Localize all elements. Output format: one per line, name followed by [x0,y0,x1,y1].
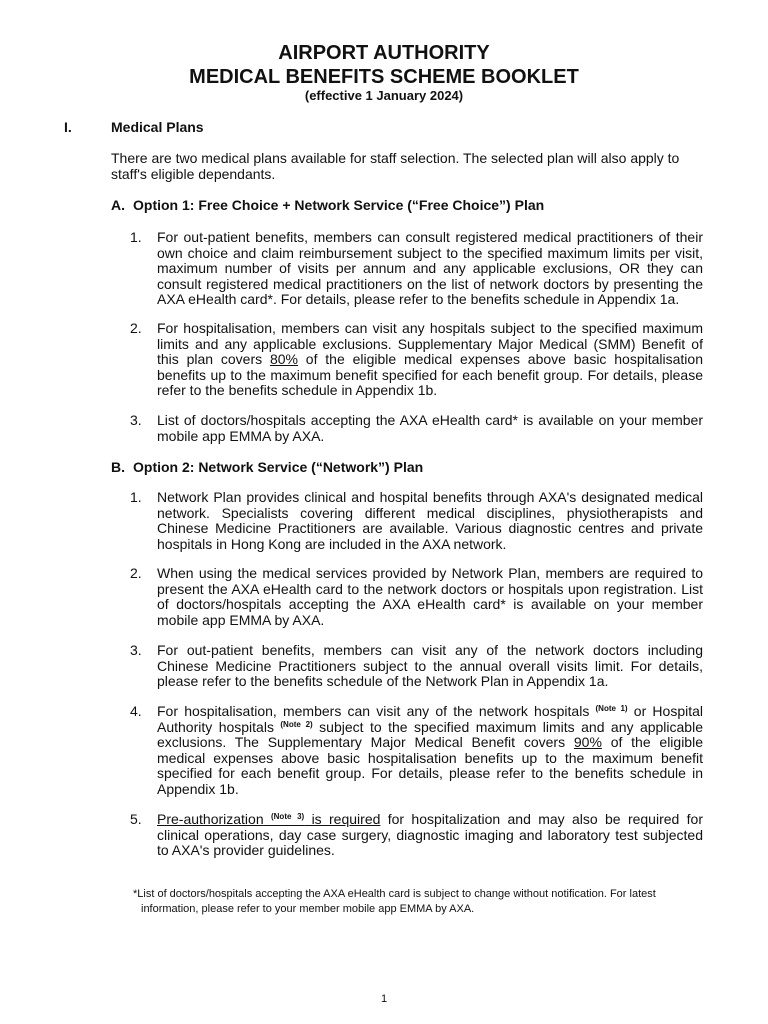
option-a-item-2 [130,321,703,399]
option-a-title: Option 1: Free Choice + Network Service (“Free Choice”) Plan [133,197,545,213]
page-number: 1 [380,993,388,1005]
option-a-item-3 [130,413,703,444]
footnote [133,887,708,917]
option-a-letter: A. [111,197,125,213]
item-number: 5. [130,811,142,827]
item-number: 3. [130,412,142,428]
option-b-title: Option 2: Network Service (“Network”) Plan [133,459,424,475]
footnote-line-1: *List of doctors/hospitals accepting the AXA eHealth card is subject to change without notification. For latest [133,888,656,900]
option-b-heading [111,458,423,476]
item-number: 2. [130,565,142,581]
note-2-ref: (Note 2) [280,719,313,729]
option-a-heading [111,196,544,214]
option-b-item-2 [130,566,703,628]
section-number: I. [64,119,72,135]
header-effective-date: (effective 1 January 2024) [304,88,464,103]
smm-coverage-percent: 80% [269,351,298,367]
item-number: 4. [130,703,142,719]
item-text: Network Plan provides clinical and hospital benefits through AXA's designated medical network. Specialists covering different medical disciplines, physiotherapists and Chinese Medicine Practitioners are available. Various diagnostic centres and private hospitals in Hong Kong are included in the AXA network. [157,489,703,552]
option-b-item-4 [130,704,703,797]
option-b-item-5 [130,812,703,859]
pre-authorization-term: Pre-authorization [157,811,264,827]
option-a-item-1 [130,230,703,308]
item-text: Pre-authorization $^{(Note 3)}$ is required for hospitalization and may also be required for clinical operations, day case surgery, diagnostic imaging and laboratory test subjected to AXA's provider guidelines. [157,811,703,858]
option-b-letter: B. [111,459,125,475]
header-organization: AIRPORT AUTHORITY [278,42,490,64]
note-1-ref: (Note 1) [595,704,628,713]
item-text: For out-patient benefits, members can visit any of the network doctors including Chinese Medicine Practitioners subject to the annual overall visits limit. For details, please refer to the benefits schedule of the Network Plan in Appendix 1a. [157,642,703,689]
option-b-item-3 [130,643,703,690]
item-text: For hospitalisation, members can visit any of the network hospitals $^{(Note 1)}$ or Hospital Authority hospitals $^{(Note 2)}$ subject to the specified maximum limits and any applicable exclusions. The Supplementary Major Medical Benefit covers 90% of the eligible medical expenses above basic hospitalisation benefits up to the maximum benefit specified for each benefit group. For details, please refer to the benefits schedule in Appendix 1b. [157,703,703,797]
footnote-line-2: information, please refer to your member mobile app EMMA by AXA. [141,903,475,915]
section-title: Medical Plans [111,119,204,135]
item-number: 3. [130,642,142,658]
header-booklet-title: MEDICAL BENEFITS SCHEME BOOKLET [189,66,579,88]
smm-coverage-percent: 90% [573,734,602,750]
item-number: 1. [130,229,142,245]
item-text: List of doctors/hospitals accepting the AXA eHealth card* is available on your member mobile app EMMA by AXA. [157,412,703,444]
item-text: For hospitalisation, members can visit any hospitals subject to the specified maximum limits and any applicable exclusions. Supplementary Major Medical (SMM) Benefit of this plan covers 80% of the eligible medical expenses above basic hospitalisation benefits up to the maximum benefit specified for each benefit group. For details, please refer to the benefits schedule in Appendix 1b. [157,320,703,398]
note-3-ref: (Note 3) [270,812,305,821]
item-text: For out-patient benefits, members can consult registered medical practitioners of their own choice and claim reimbursement subject to the specified maximum limits per visit, maximum number of visits per annum and any applicable exclusions, OR they can consult registered medical practitioners on the list of network doctors by presenting the AXA eHealth card*. For details, please refer to the benefits schedule in Appendix 1a. [157,229,703,307]
item-number: 2. [130,320,142,336]
item-text: When using the medical services provided by Network Plan, members are required to present the AXA eHealth card to the network doctors or hospitals upon registration. List of doctors/hospitals accepting the AXA eHealth card* is available on your member mobile app EMMA by AXA. [157,565,703,628]
option-b-item-1 [130,490,703,552]
section-intro: There are two medical plans available for staff selection. The selected plan will also apply to staff's eligible dependants. [111,150,680,182]
item-number: 1. [130,489,142,505]
